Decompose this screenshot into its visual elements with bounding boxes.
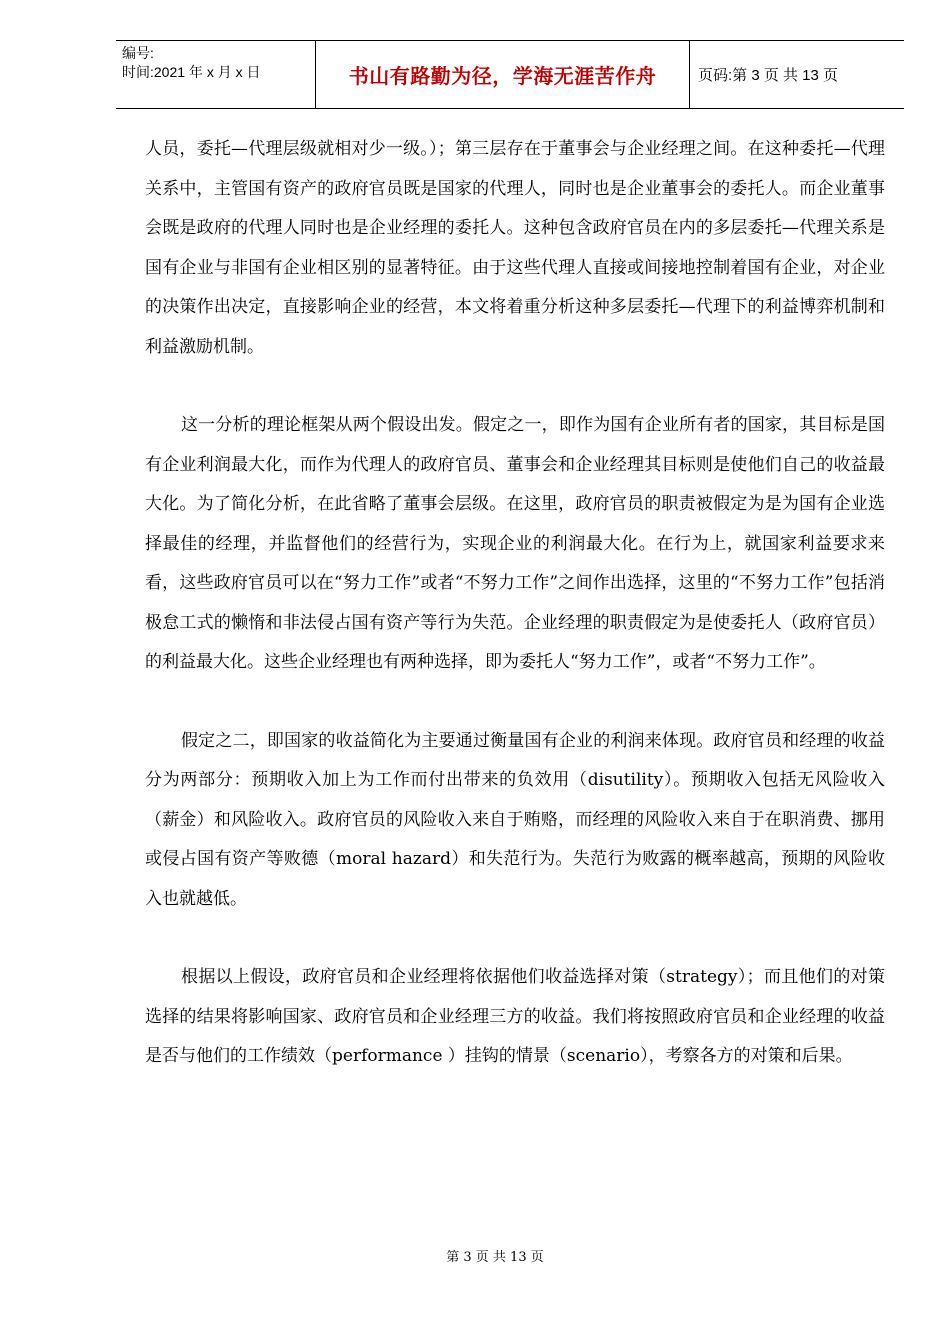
document-number-label: 编号: — [122, 45, 154, 61]
header-meta — [116, 41, 316, 108]
body-paragraph-4: 根据以上假设，政府官员和企业经理将依据他们收益选择对策（strategy）；而且他们的对策选择的结果将影响国家、政府官员和企业经理三方的收益。我们将按照政府官员和企业经理的收益是否与他们的工作绩效（performance ）挂钩的情景（scenario），考察各方的对策和后果。 — [145, 967, 885, 1066]
document-body — [145, 130, 885, 1077]
body-paragraph-2: 这一分析的理论框架从两个假设出发。假定之一，即作为国有企业所有者的国家，其目标是国有企业利润最大化，而作为代理人的政府官员、董事会和企业经理其目标则是使他们自己的收益最大化。为了简化分析，在此省略了董事会层级。在这里，政府官员的职责被假定为是为国有企业选择最佳的经理，并监督他们的经营行为，实现企业的利润最大化。在行为上，就国家利益要求来看，这些政府官员可以在“努力工作”或者“不努力工作”之间作出选择，这里的“不努力工作”包括消极怠工式的懒惰和非法侵占国有资产等行为失范。企业经理的职责假定为是使委托人（政府官员）的利益最大化。这些企业经理也有两种选择，即为委托人“努力工作”，或者“不努力工作”。 — [145, 415, 885, 672]
header-page-number: 页码:第 3 页 共 13 页 — [698, 67, 839, 84]
body-paragraph-3: 假定之二，即国家的收益简化为主要通过衡量国有企业的利润来体现。政府官员和经理的收益分为两部分：预期收入加上为工作而付出带来的负效用（disutility）。预期收入包括无风险收入（薪金）和风险收入。政府官员的风险收入来自于贿赂，而经理的风险收入来自于在职消费、挪用或侵占国有资产等败德（moral hazard）和失范行为。失范行为败露的概率越高，预期的风险收入也就越低。 — [145, 730, 885, 909]
document-time-label: 时间:2021 年 x 月 x 日 — [122, 64, 261, 80]
page-footer: 第 3 页 共 13 页 — [446, 1250, 544, 1265]
header-motto: 书山有路勤为径，学海无涯苦作舟 — [316, 41, 690, 108]
page-header — [116, 40, 904, 109]
body-paragraph-1: 人员，委托—代理层级就相对少一级。）；第三层存在于董事会与企业经理之间。在这种委托—代理关系中，主管国有资产的政府官员既是国家的代理人，同时也是企业董事会的委托人。而企业董事会既是政府的代理人同时也是企业经理的委托人。这种包含政府官员在内的多层委托—代理关系是国有企业与非国有企业相区别的显著特征。由于这些代理人直接或间接地控制着国有企业，对企业的决策作出决定，直接影响企业的经营，本文将着重分析这种多层委托—代理下的利益博弈机制和利益激励机制。 — [145, 139, 885, 357]
